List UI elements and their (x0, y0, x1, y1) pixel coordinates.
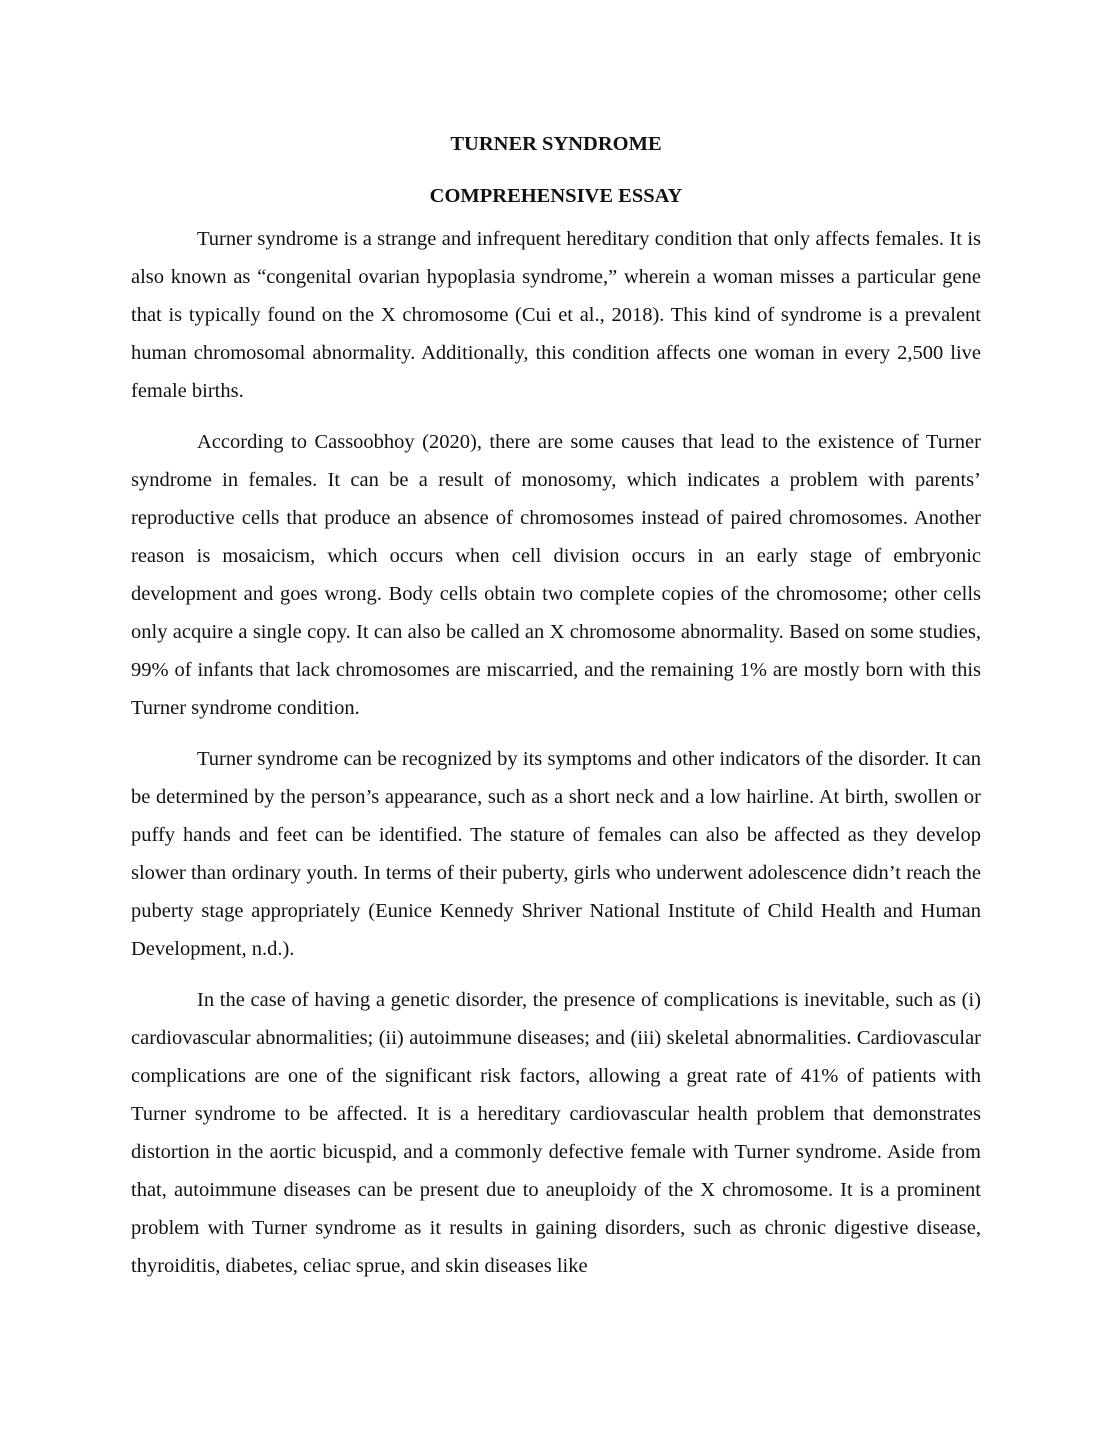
document-title: TURNER SYNDROME (450, 133, 662, 155)
document-body (131, 128, 981, 1285)
document-subtitle: COMPREHENSIVE ESSAY (429, 185, 683, 207)
paragraph-complications: In the case of having a genetic disorder, the presence of complications is inevitable, such as (i) cardiovascular abnormalities; (ii) autoimmune diseases; and (iii) skeletal abnormalities. Cardiovascular complications are one of the significant risk factors, allowing a great rate of 41% of patients with Turner syndrome to be affected. It is a hereditary cardiovascular health problem that demonstrates distortion in the aortic bicuspid, and a commonly defective female with Turner syndrome. Aside from that, autoimmune diseases can be present due to aneuploidy of the X chromosome. It is a prominent problem with Turner syndrome as it results in gaining disorders, such as chronic digestive disease, thyroiditis, diabetes, celiac sprue, and skin diseases like (131, 989, 981, 1277)
paragraph-causes: According to Cassoobhoy (2020), there are some causes that lead to the existence of Turner syndrome in females. It can be a result of monosomy, which indicates a problem with parents’ reproductive cells that produce an absence of chromosomes instead of paired chromosomes. Another reason is mosaicism, which occurs when cell division occurs in an early stage of embryonic development and goes wrong. Body cells obtain two complete copies of the chromosome; other cells only acquire a single copy. It can also be called an X chromosome abnormality. Based on some studies, 99% of infants that lack chromosomes are miscarried, and the remaining 1% are mostly born with this Turner syndrome condition. (131, 431, 981, 719)
paragraph-definition: Turner syndrome is a strange and infrequent hereditary condition that only affects females. It is also known as “congenital ovarian hypoplasia syndrome,” wherein a woman misses a particular gene that is typically found on the X chromosome (Cui et al., 2018). This kind of syndrome is a prevalent human chromosomal abnormality. Additionally, this condition affects one woman in every 2,500 live female births. (131, 228, 981, 402)
paragraph-symptoms: Turner syndrome can be recognized by its symptoms and other indicators of the disorder. It can be determined by the person’s appearance, such as a short neck and a low hairline. At birth, swollen or puffy hands and feet can be identified. The stature of females can also be affected as they develop slower than ordinary youth. In terms of their puberty, girls who underwent adolescence didn’t reach the puberty stage appropriately (Eunice Kennedy Shriver National Institute of Child Health and Human Development, n.d.). (131, 748, 981, 960)
